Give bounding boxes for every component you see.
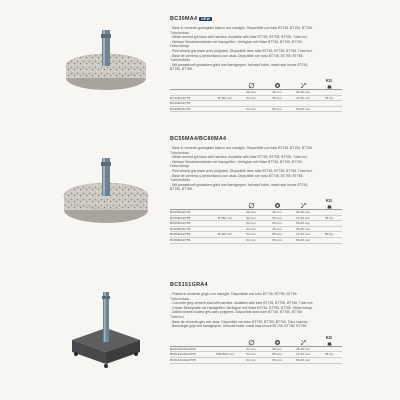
desc-line: - Base in cemento granigliato bianco con maniglie. Disponibile con tubo BT745, BT755, BT765. — [170, 26, 313, 30]
desc-line: - Concrete grey cement slab with handles. Available with tube BT745, BT755, BT765. Tube incl. — [170, 301, 314, 306]
product-code-text: BC30MA4 — [170, 16, 198, 22]
product-code-text: BC5151GRA4 — [170, 282, 208, 288]
cell-kg — [316, 106, 342, 112]
cell-a: 42 mm — [238, 209, 264, 215]
cell-a: 52 mm — [238, 95, 264, 101]
cell-b: 55 mm — [264, 232, 290, 238]
cell-size — [212, 357, 238, 363]
desc-line: Tubo incluso. — [170, 30, 191, 35]
desc-line: - White cement grit base with handles. Available with tube BT745, BT755, BT765. Tube incl. — [170, 155, 308, 160]
cell-size: Ø 540 mm — [212, 95, 238, 101]
desc-line: - Betontegel grijs met handgrepen. Inclusief koker, maat naar keuze BT745, BT755, BT765. — [170, 324, 308, 329]
fit-range-icon — [290, 197, 316, 210]
cell-code: BC5151GRA4/T45 — [170, 346, 212, 352]
desc-line: Tubo incluso. — [170, 150, 191, 155]
product-code-text: BC55MA4/BC80MA4 — [170, 136, 227, 142]
square-cement-base-image — [58, 288, 154, 384]
pole-diameter-icon — [264, 77, 290, 90]
cell-c: 36-45 mm — [290, 209, 316, 215]
desc-line: Tube incl. — [170, 314, 185, 319]
cell-b: 55 mm — [264, 215, 290, 221]
new-badge: NEW — [201, 16, 211, 21]
cell-c: 47-50 mm — [290, 352, 316, 358]
header-size — [212, 197, 238, 210]
cell-code: BC55MA4/T65 — [170, 221, 212, 227]
desc-line: - Wit paraselvoet gewassen grind met handgrepen. Inclusief koker, maat naar keuze BT745, — [170, 62, 309, 67]
cell-size — [212, 106, 238, 112]
header-code — [170, 77, 212, 90]
cell-code: BC5151GRA4/T55 — [170, 352, 212, 358]
round-granite-base-large-image — [58, 144, 154, 240]
product-description — [170, 146, 342, 192]
desc-line: Tubo incluso. — [170, 296, 191, 301]
desc-line: - Base de cemento y arena blanco con asas. Disponible con tubo BT745, BT755, BT765. — [170, 173, 304, 178]
cell-b: 65 mm — [264, 237, 290, 243]
cell-b: 45 mm — [264, 226, 290, 232]
cell-size: Ø 640 mm — [212, 232, 238, 238]
desc-line: - Base in cemento granigliato bianco con maniglie. Disponibile con tubo BT745, BT755, BT765 — [170, 146, 312, 150]
table-header-row — [170, 77, 342, 90]
fit-range-icon — [290, 334, 316, 347]
cell-size — [212, 237, 238, 243]
cell-a: 62 mm — [238, 237, 264, 243]
weight-icon — [316, 197, 342, 210]
cell-kg: 55 Kg — [316, 215, 342, 221]
cell-c: 56-60 mm — [290, 106, 316, 112]
cell-code: BC55MA4/T55 — [170, 215, 212, 221]
desc-line: - Base de cemento y arena blanco con asas. Disponible con tubo BT745, BT755, BT765. — [170, 53, 304, 58]
desc-line: - Weisser Kiesbetonständer mit Handgriffen. Verfügbar mit Hülse BT745, BT755, BT765. — [170, 159, 303, 164]
cell-a: 62 mm — [238, 221, 264, 227]
cell-code: BC80MA4/T65 — [170, 237, 212, 243]
cell-a: 62 mm — [238, 106, 264, 112]
cell-a: 42 mm — [238, 346, 264, 352]
desc-line: BT755, BT765. — [170, 67, 193, 72]
product-description — [170, 26, 342, 72]
table-row — [170, 237, 342, 243]
product-code — [170, 136, 342, 142]
product-section-1 — [0, 0, 400, 120]
cell-kg: 80 Kg — [316, 232, 342, 238]
cell-a: 52 mm — [238, 352, 264, 358]
cell-c: 56-60 mm — [290, 237, 316, 243]
desc-line: - Weisser Kiesbetonständer mit Handgriffen. Verfügbar mit Hülse BT745, BT755, BT765. — [170, 39, 303, 44]
tube-diameter-icon — [238, 334, 264, 347]
cell-a: 52 mm — [238, 232, 264, 238]
cell-code: BC80MA4/T55 — [170, 232, 212, 238]
cell-kg — [316, 237, 342, 243]
cell-a: 62 mm — [238, 357, 264, 363]
pole-diameter-icon — [264, 197, 290, 210]
desc-line: Hülse inbegr. — [170, 44, 190, 49]
table-row — [170, 106, 342, 112]
kg-label: KG — [325, 335, 333, 341]
weight-icon — [316, 334, 342, 347]
cell-code: BC55MA4/T45 — [170, 209, 212, 215]
cell-c: 47-50 mm — [290, 232, 316, 238]
header-size — [212, 77, 238, 90]
header-code — [170, 197, 212, 210]
cell-c: 47-50 mm — [290, 95, 316, 101]
cell-a: 42 mm — [238, 226, 264, 232]
product-code — [170, 16, 342, 22]
cell-code: BC30MA4/T45 — [170, 95, 212, 101]
cell-b: 65 mm — [264, 221, 290, 227]
spec-table — [170, 77, 342, 112]
cell-size: Ø 580 mm — [212, 215, 238, 221]
cell-size: 500x500 mm — [212, 352, 238, 358]
cell-kg: 35 Kg — [316, 95, 342, 101]
desc-line: Tubo incluido. — [170, 58, 191, 63]
header-code — [170, 334, 212, 347]
cell-a: 52 mm — [238, 215, 264, 221]
pole-diameter-icon — [264, 334, 290, 347]
desc-line: Hülse inbegr. — [170, 164, 190, 169]
cell-b: 45 mm — [264, 209, 290, 215]
header-size — [212, 334, 238, 347]
cell-b: 45 mm — [264, 346, 290, 352]
table-row — [170, 357, 342, 363]
cell-c: 36-45 mm — [290, 89, 316, 95]
cell-c: 56-60 mm — [290, 221, 316, 227]
cell-code: BC80MA4/T45 — [170, 226, 212, 232]
cell-c: 36-45 mm — [290, 226, 316, 232]
cell-code: BC30MA4/T55 — [170, 101, 212, 107]
tube-diameter-icon — [238, 77, 264, 90]
cell-code: BC30MA4/T65 — [170, 106, 212, 112]
product-description — [170, 292, 342, 329]
kg-label: KG — [325, 198, 333, 204]
desc-line: Tubo incluido. — [170, 178, 191, 183]
table-header-row — [170, 197, 342, 210]
cell-kg — [316, 357, 342, 363]
cell-b: 65 mm — [264, 106, 290, 112]
weight-icon — [316, 77, 342, 90]
cell-a: 42 mm — [238, 89, 264, 95]
desc-line: - Grauer Betonplatte mit Handgriffen. Verfügbar mit Hülse BT745, BT755, BT765. Hülse inbegr. — [170, 305, 313, 310]
cell-b: 45 mm — [264, 89, 290, 95]
round-granite-base-image — [58, 12, 154, 108]
kg-label: KG — [325, 78, 333, 84]
desc-line: - Pied ciment gris blanc avec poignées. Disponible avec tube BT745, BT755, BT765. Tube incl. — [170, 48, 313, 53]
desc-line: BT755, BT765. — [170, 187, 193, 192]
spec-table — [170, 334, 342, 364]
cell-b: 65 mm — [264, 357, 290, 363]
spec-table — [170, 197, 342, 244]
desc-line: - Base de cemento gris con asas. Disponible con tubo BT745, BT755, BT765. Tubo incluido. — [170, 319, 309, 324]
cell-kg: 65 Kg — [316, 352, 342, 358]
fit-range-icon — [290, 77, 316, 90]
tube-diameter-icon — [238, 197, 264, 210]
cell-b: 55 mm — [264, 352, 290, 358]
cell-b: 55 mm — [264, 95, 290, 101]
desc-line: - Piastra in cemento grigio con maniglie. Disponibile con tubo BT745, BT755, BT765. — [170, 292, 298, 296]
cell-c: 47-50 mm — [290, 215, 316, 221]
cell-c: 36-45 mm — [290, 346, 316, 352]
cell-code: BC5151GRA4/T65 — [170, 357, 212, 363]
desc-line: - Dalles ciment couleur gris avec poignées. Disponible avec tube BT745, BT755, BT765. — [170, 310, 303, 315]
product-code — [170, 282, 342, 288]
desc-line: - White cement grit base with handles. Available with tube BT745, BT755, BT765. Tube incl. — [170, 35, 308, 40]
desc-line: - Pied ciment gris blanc avec poignées. Disponible avec tube BT745, BT755, BT765. Tube incl. — [170, 168, 313, 173]
cell-c: 56-60 mm — [290, 357, 316, 363]
table-header-row — [170, 334, 342, 347]
desc-line: - Wit paraselvoet gewassen grind met handgrepen. Inclusief koker, maat naar keuze BT745, — [170, 182, 309, 187]
